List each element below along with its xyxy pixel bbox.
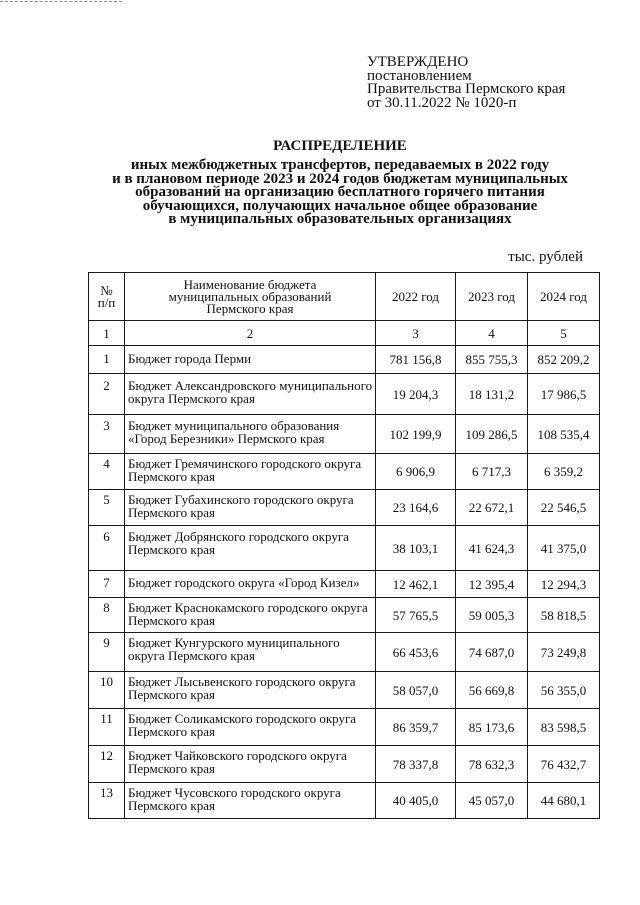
row-number: 6 — [89, 526, 125, 571]
row-number: 8 — [89, 598, 125, 633]
table-row — [89, 454, 600, 490]
table-row — [89, 672, 600, 709]
amount-2024: 58 818,5 — [528, 598, 600, 633]
budget-name-line: Бюджет Соликамского городского округа — [128, 711, 357, 726]
amount-2022: 23 164,6 — [376, 490, 456, 526]
table-row — [89, 633, 600, 672]
amount-2023: 59 005,3 — [456, 598, 528, 633]
table-row — [89, 746, 600, 783]
table-row — [89, 490, 600, 526]
amount-2023: 22 672,1 — [456, 490, 528, 526]
budget-name — [125, 415, 376, 454]
amount-2024: 6 359,2 — [528, 454, 600, 490]
header-number-line: № — [100, 282, 113, 298]
row-number: 2 — [89, 374, 125, 415]
budget-name-line: Бюджет Чайковского городского округа — [128, 748, 347, 763]
amount-2024: 852 209,2 — [528, 346, 600, 374]
document-title: РАСПРЕДЕЛЕНИЕ — [273, 138, 407, 154]
amount-2022: 57 765,5 — [376, 598, 456, 633]
amount-2023: 56 669,8 — [456, 672, 528, 709]
row-number: 10 — [89, 672, 125, 709]
approval-decree-number: от 30.11.2022 № 1020-п — [367, 95, 517, 112]
budget-name — [125, 709, 376, 746]
budget-name-line: округа Пермского края — [128, 648, 255, 663]
amount-2023: 855 755,3 — [456, 346, 528, 374]
amount-2022: 38 103,1 — [376, 526, 456, 571]
amount-2024: 73 249,8 — [528, 633, 600, 672]
amount-2022: 19 204,3 — [376, 374, 456, 415]
amount-2024: 12 294,3 — [528, 571, 600, 598]
amount-2023: 41 624,3 — [456, 526, 528, 571]
column-number: 3 — [376, 321, 456, 346]
column-number-row — [89, 321, 600, 346]
header-name-line: Пермского края — [206, 300, 294, 316]
row-number: 11 — [89, 709, 125, 746]
budget-name — [125, 598, 376, 633]
column-number: 1 — [89, 321, 125, 346]
approval-line: постановлением — [367, 67, 472, 84]
row-number: 3 — [89, 415, 125, 454]
amount-2022: 781 156,8 — [376, 346, 456, 374]
amount-2022: 78 337,8 — [376, 746, 456, 783]
budget-name — [125, 633, 376, 672]
table-row — [89, 598, 600, 633]
row-number: 1 — [89, 346, 125, 374]
table-row — [89, 346, 600, 374]
budget-name-line: Бюджет Гремячинского городского округа — [128, 456, 362, 471]
budget-name-line: Бюджет Лысьвенского городского округа — [128, 674, 356, 689]
row-number: 4 — [89, 454, 125, 490]
amount-2022: 58 057,0 — [376, 672, 456, 709]
budget-name — [125, 746, 376, 783]
table-row — [89, 709, 600, 746]
amount-2023: 109 286,5 — [456, 415, 528, 454]
budget-name — [125, 783, 376, 819]
header-year-2024: 2024 год — [528, 273, 600, 321]
budget-name-line: округа Пермского края — [128, 391, 255, 406]
column-number: 2 — [125, 321, 376, 346]
subtitle-line: обучающихся, получающих начальное общее образование — [142, 197, 538, 214]
amount-2022: 66 453,6 — [376, 633, 456, 672]
table-row — [89, 571, 600, 598]
budget-name — [125, 454, 376, 490]
budget-name-line: Пермского края — [128, 798, 215, 813]
header-name-line: муниципальных образований — [168, 288, 332, 304]
budget-name — [125, 571, 376, 598]
budget-name — [125, 672, 376, 709]
header-year-2022: 2022 год — [376, 273, 456, 321]
budget-name-line: Пермского края — [128, 469, 215, 484]
header-year-2023: 2023 год — [456, 273, 528, 321]
table-row — [89, 526, 600, 571]
amount-2024: 44 680,1 — [528, 783, 600, 819]
budget-name — [125, 526, 376, 571]
subtitle-line: и в плановом периоде 2023 и 2024 годов бюджетам муниципальных — [112, 170, 568, 187]
row-number: 13 — [89, 783, 125, 819]
budget-name — [125, 346, 376, 374]
units-label: тыс. рублей — [508, 249, 583, 265]
header-number-line: п/п — [97, 294, 116, 310]
budget-name-line: Бюджет Кунгурского муниципального — [128, 635, 340, 650]
table-header-row — [89, 273, 600, 321]
amount-2023: 78 632,3 — [456, 746, 528, 783]
approval-heading: УТВЕРЖДЕНО — [367, 54, 469, 70]
amount-2022: 86 359,7 — [376, 709, 456, 746]
budget-name-line: «Город Березники» Пермского края — [128, 431, 325, 446]
budget-name-line: Бюджет Добрянского городского округа — [128, 529, 349, 544]
amount-2024: 83 598,5 — [528, 709, 600, 746]
row-number: 9 — [89, 633, 125, 672]
scan-edge-mark — [0, 1, 122, 2]
budget-name-line: Бюджет Александровского муниципального — [128, 378, 373, 393]
amount-2022: 40 405,0 — [376, 783, 456, 819]
subtitle-line: в муниципальных образовательных организациях — [168, 211, 512, 227]
row-number: 5 — [89, 490, 125, 526]
amount-2024: 56 355,0 — [528, 672, 600, 709]
budget-name-line: Пермского края — [128, 687, 215, 702]
budget-name-line: Бюджет Чусовского городского округа — [128, 785, 341, 800]
distribution-table — [88, 272, 600, 819]
budget-name-line: Пермского края — [128, 542, 215, 557]
budget-name-line: Пермского края — [128, 505, 215, 520]
budget-name-line: Бюджет Краснокамского городского округа — [128, 600, 368, 615]
row-number: 12 — [89, 746, 125, 783]
amount-2023: 18 131,2 — [456, 374, 528, 415]
amount-2024: 41 375,0 — [528, 526, 600, 571]
amount-2023: 45 057,0 — [456, 783, 528, 819]
amount-2022: 102 199,9 — [376, 415, 456, 454]
budget-name-line: Бюджет Губахинского городского округа — [128, 492, 354, 507]
header-budget-name — [125, 273, 376, 321]
amount-2024: 108 535,4 — [528, 415, 600, 454]
header-number — [89, 273, 125, 321]
amount-2023: 85 173,6 — [456, 709, 528, 746]
approval-stamp-block — [367, 56, 565, 111]
approval-line: Правительства Пермского края — [367, 81, 566, 98]
table-row — [89, 783, 600, 819]
amount-2024: 22 546,5 — [528, 490, 600, 526]
budget-name-line: Бюджет городского округа «Город Кизел» — [128, 575, 360, 590]
budget-name-line: Бюджет муниципального образования — [128, 418, 340, 433]
budget-name-line: Пермского края — [128, 613, 215, 628]
budget-name-line: Пермского края — [128, 761, 215, 776]
budget-name — [125, 490, 376, 526]
amount-2023: 74 687,0 — [456, 633, 528, 672]
amount-2023: 6 717,3 — [456, 454, 528, 490]
header-name-line: Наименование бюджета — [183, 276, 317, 292]
column-number: 5 — [528, 321, 600, 346]
table-row — [89, 374, 600, 415]
amount-2023: 12 395,4 — [456, 571, 528, 598]
amount-2022: 12 462,1 — [376, 571, 456, 598]
subtitle-line: образований на организацию бесплатного горячего питания — [135, 184, 545, 200]
budget-name — [125, 374, 376, 415]
column-number: 4 — [456, 321, 528, 346]
budget-name-line: Пермского края — [128, 724, 215, 739]
amount-2022: 6 906,9 — [376, 454, 456, 490]
table-row — [89, 415, 600, 454]
subtitle-line: иных межбюджетных трансфертов, передаваемых в 2022 году — [130, 157, 550, 173]
amount-2024: 17 986,5 — [528, 374, 600, 415]
amount-2024: 76 432,7 — [528, 746, 600, 783]
document-subtitle — [80, 159, 600, 227]
budget-name-line: Бюджет города Перми — [128, 351, 252, 366]
row-number: 7 — [89, 571, 125, 598]
